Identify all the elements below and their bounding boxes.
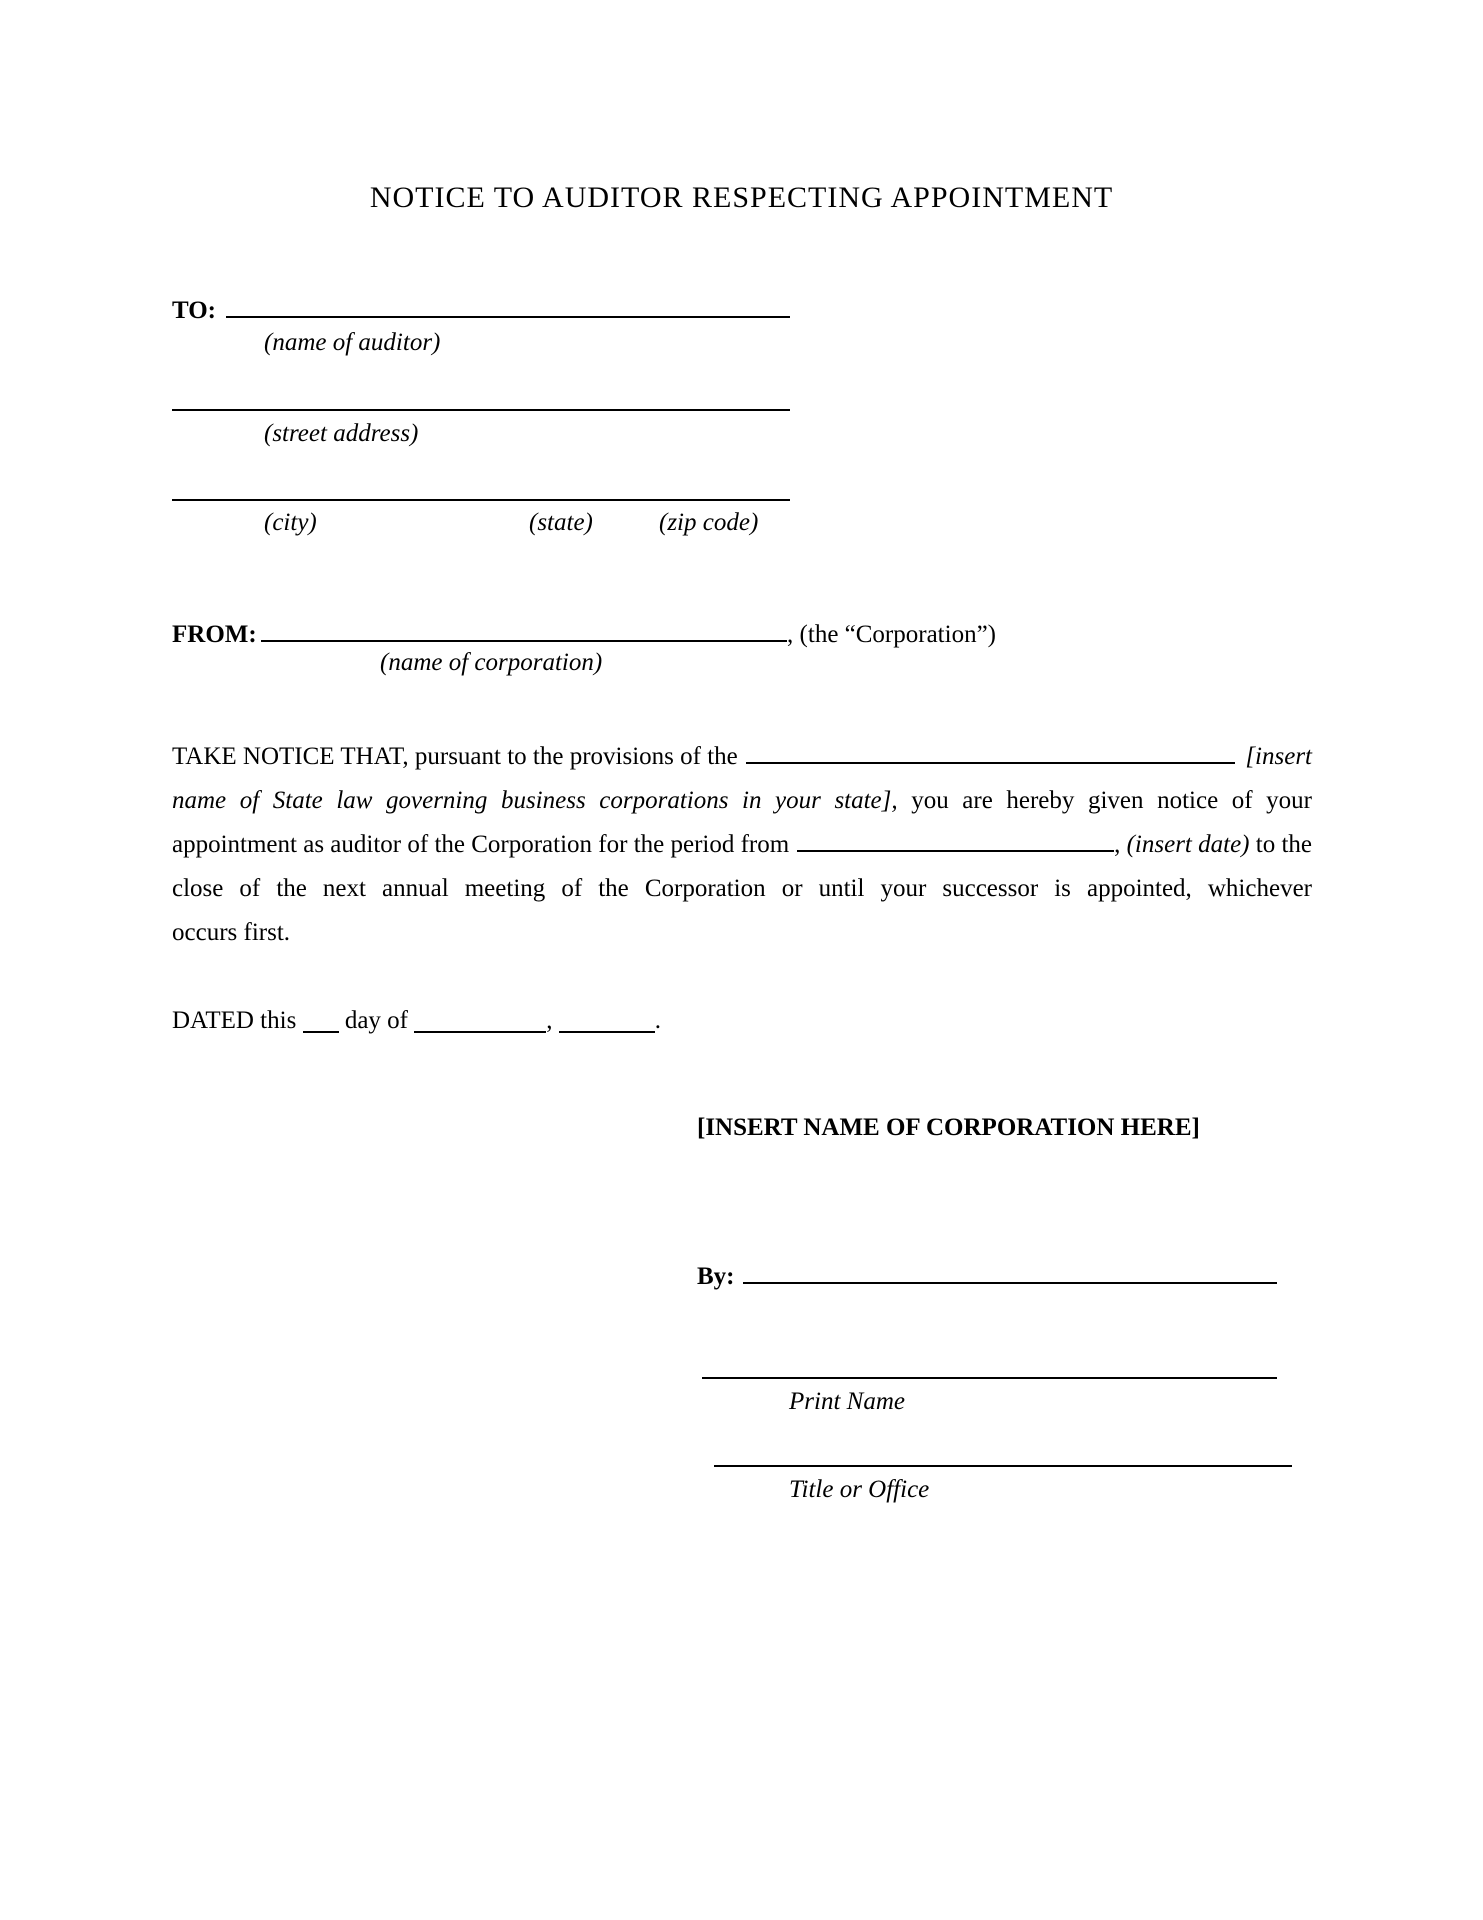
auditor-name-blank[interactable]: [226, 316, 790, 318]
notice-line-3-comma: ,: [1114, 831, 1121, 858]
print-name-caption: Print Name: [789, 1388, 905, 1415]
state-law-blank[interactable]: [746, 762, 1236, 764]
notice-line-1: [172, 735, 1312, 779]
title-or-office-blank[interactable]: [714, 1465, 1292, 1467]
period-start-date-blank[interactable]: [797, 850, 1114, 852]
dated-prefix: DATED this: [172, 1007, 297, 1034]
year-blank[interactable]: [559, 1031, 655, 1033]
notice-line-5: occurs first.: [172, 919, 291, 946]
signature-blank[interactable]: [743, 1282, 1278, 1284]
dated-day-of: day of: [344, 1007, 408, 1034]
corporation-suffix: , (the “Corporation”): [787, 621, 996, 648]
dated-line: [172, 1004, 661, 1038]
to-label: TO:: [172, 297, 216, 324]
notice-line-4: close of the next annual meeting of the Corporation or until your successor is appointed, whichever: [172, 875, 1312, 902]
notice-line-3: [172, 823, 1312, 867]
title-or-office-caption: Title or Office: [789, 1476, 930, 1503]
auditor-name-caption: (name of auditor): [264, 329, 441, 356]
by-label: By:: [697, 1263, 735, 1290]
notice-paragraph: [172, 735, 1312, 955]
city-caption: (city): [264, 509, 317, 536]
notice-line-3-text: appointment as auditor of the Corporation for the period from: [172, 831, 790, 858]
notice-line-2-text: you are hereby given notice of your: [911, 787, 1312, 814]
notice-line-3-text2: to the: [1255, 831, 1312, 858]
notice-line-2: [172, 779, 1312, 823]
from-row: [172, 618, 996, 652]
by-row: [697, 1260, 1277, 1294]
state-caption: (state): [529, 509, 593, 536]
notice-line-3-end: [1114, 823, 1312, 867]
from-label: FROM:: [172, 621, 257, 648]
city-state-zip-blank[interactable]: [172, 499, 790, 501]
document-title: NOTICE TO AUDITOR RESPECTING APPOINTMENT: [369, 181, 1114, 214]
dated-period: .: [654, 1007, 661, 1034]
street-address-caption: (street address): [264, 420, 419, 447]
notice-line-1-text: TAKE NOTICE THAT, pursuant to the provisions of the: [172, 743, 738, 770]
notice-line-2-italic: name of State law governing business corporations in your state],: [172, 787, 898, 814]
zip-code-caption: (zip code): [659, 509, 759, 536]
to-row: [172, 294, 790, 328]
notice-line-3-insert: (insert date): [1126, 831, 1250, 858]
print-name-blank[interactable]: [702, 1377, 1277, 1379]
dated-comma: ,: [546, 1007, 553, 1034]
day-number-blank[interactable]: [303, 1031, 339, 1033]
corporation-name-blank[interactable]: [261, 640, 787, 642]
corporation-name-placeholder: [INSERT NAME OF CORPORATION HERE]: [697, 1114, 1200, 1141]
notice-line-1-insert: [insert: [1245, 743, 1312, 770]
month-blank[interactable]: [414, 1031, 546, 1033]
corporation-name-caption: (name of corporation): [380, 649, 603, 676]
street-address-blank[interactable]: [172, 409, 790, 411]
